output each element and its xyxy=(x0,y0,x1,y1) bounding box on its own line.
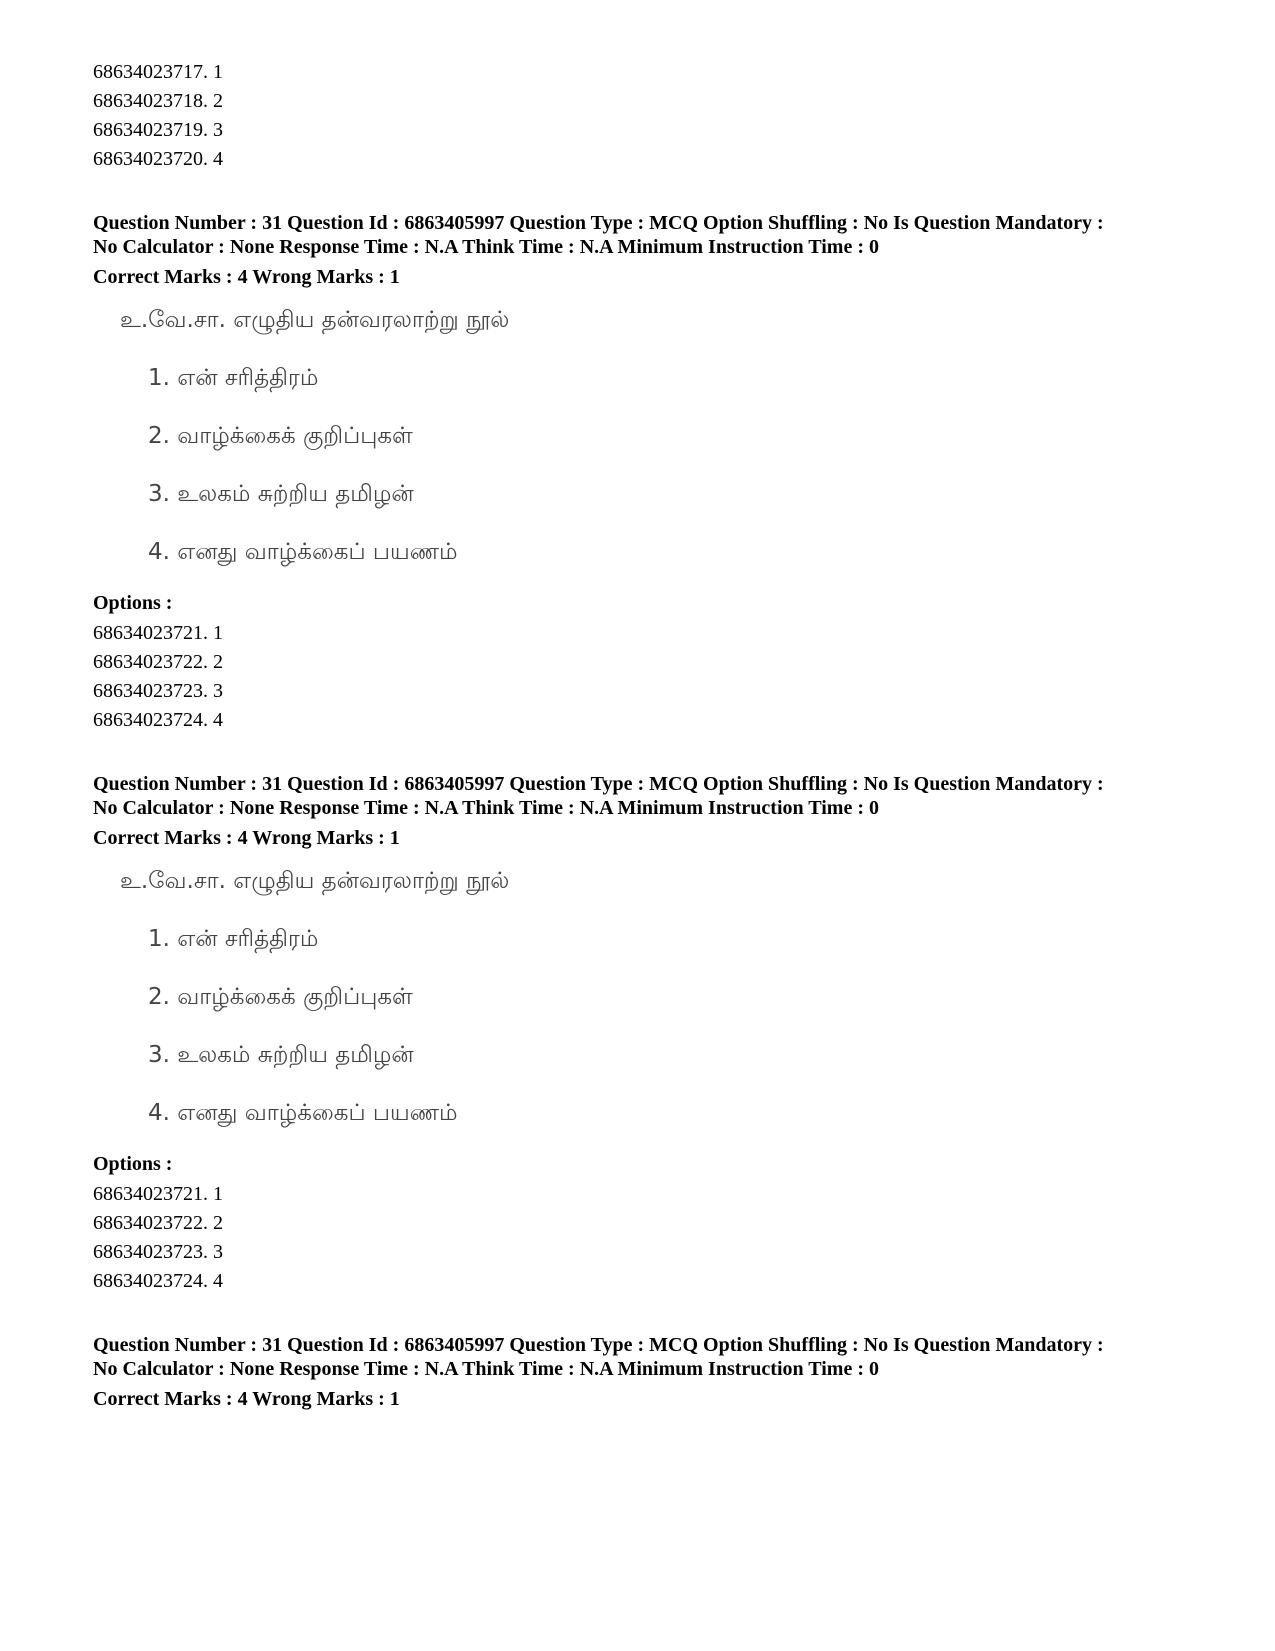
question-marks: Correct Marks : 4 Wrong Marks : 1 xyxy=(93,1388,400,1410)
options-label: Options : xyxy=(93,592,173,614)
option-line: 68634023719. 3 xyxy=(93,119,223,141)
option-line: 68634023724. 4 xyxy=(93,1270,223,1292)
question-meta-line: No Calculator : None Response Time : N.A Think Time : N.A Minimum Instruction Time : 0 xyxy=(93,1358,879,1380)
question-choice: 4. எனது வாழ்க்கைப் பயணம் xyxy=(148,539,458,565)
question-meta-line: No Calculator : None Response Time : N.A Think Time : N.A Minimum Instruction Time : 0 xyxy=(93,236,879,258)
question-choice: 3. உலகம் சுற்றிய தமிழன் xyxy=(148,1042,414,1068)
question-block xyxy=(93,1333,1183,1411)
question-stem: உ.வே.சா. எழுதிய தன்வரலாற்று நூல் xyxy=(120,307,510,333)
question-choice: 2. வாழ்க்கைக் குறிப்புகள் xyxy=(148,423,413,449)
leading-options-list xyxy=(93,58,1183,174)
question-meta-line: No Calculator : None Response Time : N.A Think Time : N.A Minimum Instruction Time : 0 xyxy=(93,797,879,819)
question-choice: 1. என் சரித்திரம் xyxy=(148,365,319,391)
option-line: 68634023723. 3 xyxy=(93,680,223,702)
option-line: 68634023720. 4 xyxy=(93,148,223,170)
options-list xyxy=(93,619,1183,735)
question-content xyxy=(93,305,1183,567)
question-marks: Correct Marks : 4 Wrong Marks : 1 xyxy=(93,827,400,849)
question-marks: Correct Marks : 4 Wrong Marks : 1 xyxy=(93,266,400,288)
question-stem: உ.வே.சா. எழுதிய தன்வரலாற்று நூல் xyxy=(120,868,510,894)
option-line: 68634023722. 2 xyxy=(93,651,223,673)
question-choice: 2. வாழ்க்கைக் குறிப்புகள் xyxy=(148,984,413,1010)
option-line: 68634023724. 4 xyxy=(93,709,223,731)
options-list xyxy=(93,1180,1183,1296)
options-label: Options : xyxy=(93,1153,173,1175)
option-line: 68634023721. 1 xyxy=(93,622,223,644)
option-line: 68634023718. 2 xyxy=(93,90,223,112)
spacer xyxy=(93,735,1183,772)
option-line: 68634023721. 1 xyxy=(93,1183,223,1205)
question-meta-line: Question Number : 31 Question Id : 6863405997 Question Type : MCQ Option Shuffling : No Is Question Mandatory : xyxy=(93,1334,1104,1356)
spacer xyxy=(93,174,1183,211)
question-choice: 1. என் சரித்திரம் xyxy=(148,926,319,952)
spacer xyxy=(93,1296,1183,1333)
option-line: 68634023722. 2 xyxy=(93,1212,223,1234)
question-content xyxy=(93,866,1183,1128)
question-choice: 3. உலகம் சுற்றிய தமிழன் xyxy=(148,481,414,507)
question-block xyxy=(93,772,1183,1296)
question-choice: 4. எனது வாழ்க்கைப் பயணம் xyxy=(148,1100,458,1126)
question-meta-line: Question Number : 31 Question Id : 6863405997 Question Type : MCQ Option Shuffling : No Is Question Mandatory : xyxy=(93,773,1104,795)
question-meta-line: Question Number : 31 Question Id : 6863405997 Question Type : MCQ Option Shuffling : No Is Question Mandatory : xyxy=(93,212,1104,234)
option-line: 68634023717. 1 xyxy=(93,61,223,83)
question-block xyxy=(93,211,1183,735)
option-line: 68634023723. 3 xyxy=(93,1241,223,1263)
document-page xyxy=(93,58,1183,1411)
